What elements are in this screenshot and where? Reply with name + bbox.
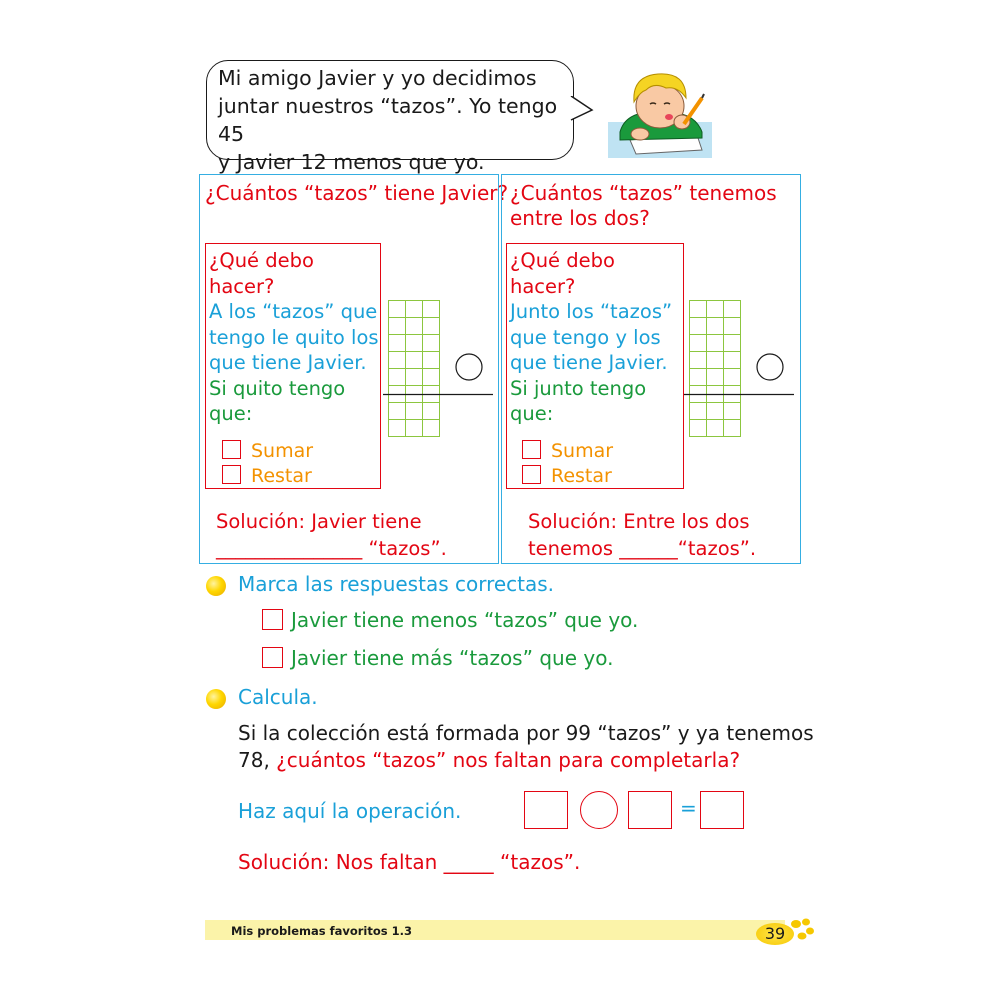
right-question-line-2: entre los dos? — [510, 206, 650, 230]
left-what-do-q2: hacer? — [209, 274, 275, 298]
left-sumar-label: Sumar — [251, 440, 314, 462]
right-sumar-label: Sumar — [551, 440, 614, 462]
answer-mas-label: Javier tiene más “tazos” que yo. — [291, 646, 614, 670]
bubble-line-3: y Javier 12 menos que yo. — [218, 150, 485, 174]
right-answer-line-2: que tengo y los — [510, 325, 661, 349]
section-calcula-title: Calcula. — [238, 685, 318, 709]
book-title: Mis problemas favoritos 1.3 — [231, 924, 412, 938]
right-restar-checkbox[interactable] — [522, 465, 541, 484]
left-restar-label: Restar — [251, 465, 312, 487]
left-so-line-1: Si quito tengo — [209, 376, 346, 400]
bubble-line-1: Mi amigo Javier y yo decidimos — [218, 66, 537, 90]
boy-writing-illustration — [606, 62, 716, 160]
left-answer-line-2: tengo le quito los — [209, 325, 379, 349]
calcula-question: ¿cuántos “tazos” nos faltan para completarla? — [276, 748, 741, 772]
answer-menos-label: Javier tiene menos “tazos” que yo. — [291, 608, 639, 632]
right-question-line-1: ¿Cuántos “tazos” tenemos — [510, 181, 777, 205]
paw-decoration-icon — [790, 918, 816, 944]
result-box[interactable] — [700, 791, 744, 829]
right-question — [510, 181, 777, 231]
right-answer-line-3: que tiene Javier. — [510, 351, 668, 374]
yellow-bullet-icon — [206, 689, 226, 709]
equals-sign: = — [680, 796, 697, 820]
answer-mas-checkbox[interactable] — [262, 647, 283, 668]
calcula-problem-line-1: Si la colección está formada por 99 “tazos” y ya tenemos — [238, 721, 814, 745]
yellow-bullet-icon — [206, 576, 226, 596]
left-so-line-2: que: — [209, 402, 253, 425]
right-answer-line-1: Junto los “tazos” — [510, 300, 673, 323]
right-sumar-checkbox[interactable] — [522, 440, 541, 459]
left-strategy-text — [209, 248, 381, 427]
left-solution-line-1: Solución: Javier tiene — [216, 510, 422, 533]
answer-menos-checkbox[interactable] — [262, 609, 283, 630]
left-restar-checkbox[interactable] — [222, 465, 241, 484]
left-solution-line-2: _______________ “tazos”. — [216, 537, 447, 560]
right-option-sumar[interactable] — [522, 438, 613, 464]
calcula-number-78: 78, — [238, 748, 277, 772]
operator-circle[interactable] — [580, 791, 618, 829]
operation-label: Haz aquí la operación. — [238, 799, 462, 823]
right-strategy-text — [510, 248, 684, 427]
left-question: ¿Cuántos “tazos” tiene Javier? — [205, 181, 509, 205]
operand-box-1[interactable] — [524, 791, 568, 829]
speech-bubble-text — [218, 64, 578, 176]
left-operation-grid[interactable] — [383, 298, 495, 440]
left-answer-line-1: A los “tazos” que — [209, 300, 378, 323]
right-solution-line-2: tenemos ______“tazos”. — [528, 537, 757, 560]
bubble-line-2: juntar nuestros “tazos”. Yo tengo 45 — [218, 94, 558, 146]
page-number: 39 — [764, 924, 786, 943]
calcula-problem-line-2 — [238, 747, 740, 774]
left-option-restar[interactable] — [222, 463, 312, 489]
operand-box-2[interactable] — [628, 791, 672, 829]
right-what-do-q1: ¿Qué debo — [510, 249, 615, 272]
left-answer-line-3: que tiene Javier. — [209, 351, 367, 374]
answer-option-menos[interactable] — [262, 607, 638, 633]
calcula-solution: Solución: Nos faltan _____ “tazos”. — [238, 850, 581, 874]
right-so-line-1: Si junto tengo — [510, 376, 647, 400]
left-option-sumar[interactable] — [222, 438, 313, 464]
answer-option-mas[interactable] — [262, 645, 613, 671]
right-operation-grid[interactable] — [684, 298, 796, 440]
left-what-do-q1: ¿Qué debo — [209, 249, 314, 272]
section-marca-title: Marca las respuestas correctas. — [238, 572, 555, 596]
right-restar-label: Restar — [551, 465, 612, 487]
right-what-do-q2: hacer? — [510, 274, 576, 298]
left-sumar-checkbox[interactable] — [222, 440, 241, 459]
right-solution-line-1: Solución: Entre los dos — [528, 510, 750, 533]
right-so-line-2: que: — [510, 402, 554, 425]
right-option-restar[interactable] — [522, 463, 612, 489]
